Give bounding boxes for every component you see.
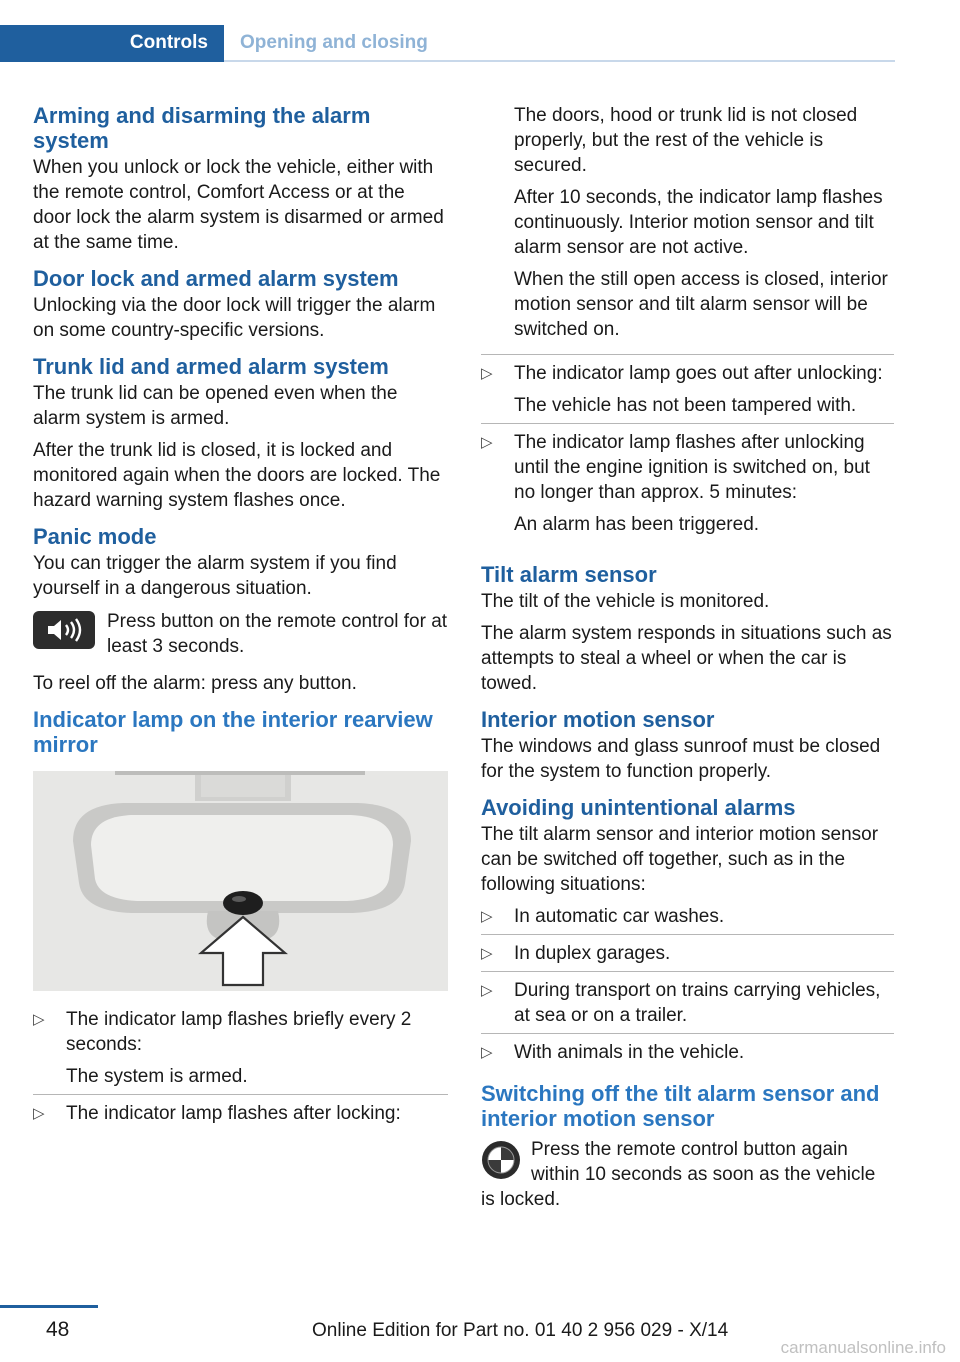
speaker-icon: [33, 611, 95, 649]
bullet-main: The indicator lamp flashes after locking:: [66, 1103, 401, 1124]
avoid-list: [481, 904, 894, 1070]
bullet-marker: ▷: [33, 1105, 45, 1122]
section-switch-off: [481, 1081, 894, 1212]
text-tilt-1: The tilt of the vehicle is monitored.: [481, 591, 770, 612]
text-panic-1: You can trigger the alarm system if you find yourself in a dangerous situation.: [33, 553, 397, 599]
bullet-sub: An alarm has been triggered.: [514, 514, 760, 535]
section-avoid: [481, 795, 894, 1070]
text-trunk-2: After the trunk lid is closed, it is locked and monitored again when the doors are locked. The hazard warning system flashes once.: [33, 440, 441, 511]
footer-rule: [0, 1305, 98, 1308]
page-header: [0, 0, 895, 62]
mirror-illustration: [33, 771, 448, 991]
bullet-marker: ▷: [481, 434, 493, 451]
heading-trunk: Trunk lid and armed alarm system: [33, 354, 389, 379]
bullet-sub: The system is armed.: [66, 1066, 248, 1087]
switch-off-icon-row: [481, 1137, 894, 1212]
indicator-bullet-list: [33, 1007, 448, 1131]
continuation-text-2: After 10 seconds, the indicator lamp flashes continuously. Interior motion sensor and tilt alarm sensor are not active.: [514, 187, 883, 258]
list-item: [481, 430, 894, 542]
section-arming: [33, 103, 448, 255]
item-text: With animals in the vehicle.: [514, 1042, 745, 1063]
section-label: Controls: [129, 32, 208, 53]
bullet-marker: ▷: [481, 908, 493, 925]
header-rule: [224, 60, 895, 62]
text-panic-2: To reel off the alarm: press any button.: [33, 673, 357, 694]
section-panic: [33, 524, 448, 696]
continuation-text-3: When the still open access is closed, interior motion sensor and tilt alarm sensor will be switched on.: [514, 269, 888, 340]
section-trunk: [33, 354, 448, 513]
continuation-text-1: The doors, hood or trunk lid is not closed properly, but the rest of the vehicle is secured.: [514, 105, 858, 176]
heading-door-lock: Door lock and armed alarm system: [33, 266, 399, 291]
list-item: [33, 1007, 448, 1095]
list-item: [481, 941, 894, 972]
section-motion: [481, 707, 894, 784]
bullet-continuation: [481, 103, 894, 355]
bullet-main: The indicator lamp flashes after unlocking until the engine ignition is switched on, but no longer than approx. 5 minutes:: [514, 432, 870, 503]
heading-indicator: Indicator lamp on the interior rearview mirror: [33, 707, 433, 757]
bmw-logo-icon: [481, 1140, 521, 1180]
bullet-main: The indicator lamp goes out after unlocking:: [514, 363, 883, 384]
text-panic-icon: Press button on the remote control for at least 3 seconds.: [107, 611, 448, 657]
subsection-label: Opening and closing: [240, 32, 428, 53]
text-avoid: The tilt alarm sensor and interior motion sensor can be switched off together, such as in the following situations:: [481, 824, 879, 895]
left-column: [33, 103, 448, 1137]
text-door-lock: Unlocking via the door lock will trigger the alarm on some country-specific versions.: [33, 295, 436, 341]
page-number: 48: [46, 1318, 70, 1341]
section-door-lock: [33, 266, 448, 343]
bullet-marker: ▷: [481, 1044, 493, 1061]
list-item: [33, 1101, 448, 1131]
rearview-mirror-image: [33, 771, 448, 991]
watermark: carmanualsonline.info: [780, 1338, 946, 1357]
text-motion: The windows and glass sunroof must be closed for the system to function properly.: [481, 736, 881, 782]
bullet-marker: ▷: [481, 365, 493, 382]
bullet-marker: ▷: [481, 982, 493, 999]
heading-switch-off: Switching off the tilt alarm sensor and interior motion sensor: [481, 1081, 880, 1131]
bullet-marker: ▷: [33, 1011, 45, 1028]
edition-text: Online Edition for Part no. 01 40 2 956 029 - X/14: [312, 1320, 729, 1341]
text-switch-off: Press the remote control button again within 10 seconds as soon as the vehicle is locked.: [481, 1139, 876, 1210]
text-tilt-2: The alarm system responds in situations such as attempts to steal a wheel or when the car is towed.: [481, 623, 892, 694]
bullet-marker: ▷: [481, 945, 493, 962]
list-item: [481, 978, 894, 1034]
heading-arming: Arming and disarming the alarm system: [33, 103, 371, 153]
item-text: During transport on trains carrying vehicles, at sea or on a trailer.: [514, 980, 881, 1026]
bullet-main: The indicator lamp flashes briefly every 2 seconds:: [66, 1009, 412, 1055]
list-item: [481, 904, 894, 935]
heading-panic: Panic mode: [33, 524, 157, 549]
section-tilt: [481, 562, 894, 696]
text-arming: When you unlock or lock the vehicle, either with the remote control, Comfort Access or at the door lock the alarm system is disarmed or armed at the same time.: [33, 157, 444, 253]
bullet-sub: The vehicle has not been tampered with.: [514, 395, 857, 416]
section-indicator: [33, 707, 448, 1131]
text-trunk-1: The trunk lid can be opened even when the alarm system is armed.: [33, 383, 398, 429]
heading-avoid: Avoiding unintentional alarms: [481, 795, 796, 820]
item-text: In duplex garages.: [514, 943, 671, 964]
section-tab: [0, 25, 224, 62]
list-item: [481, 361, 894, 424]
panic-icon-row: [33, 609, 448, 659]
item-text: In automatic car washes.: [514, 906, 725, 927]
indicator-bullet-list-cont: [481, 361, 894, 542]
right-column: [481, 103, 894, 1212]
heading-tilt: Tilt alarm sensor: [481, 562, 657, 587]
heading-motion: Interior motion sensor: [481, 707, 715, 732]
list-item: [481, 1040, 894, 1070]
